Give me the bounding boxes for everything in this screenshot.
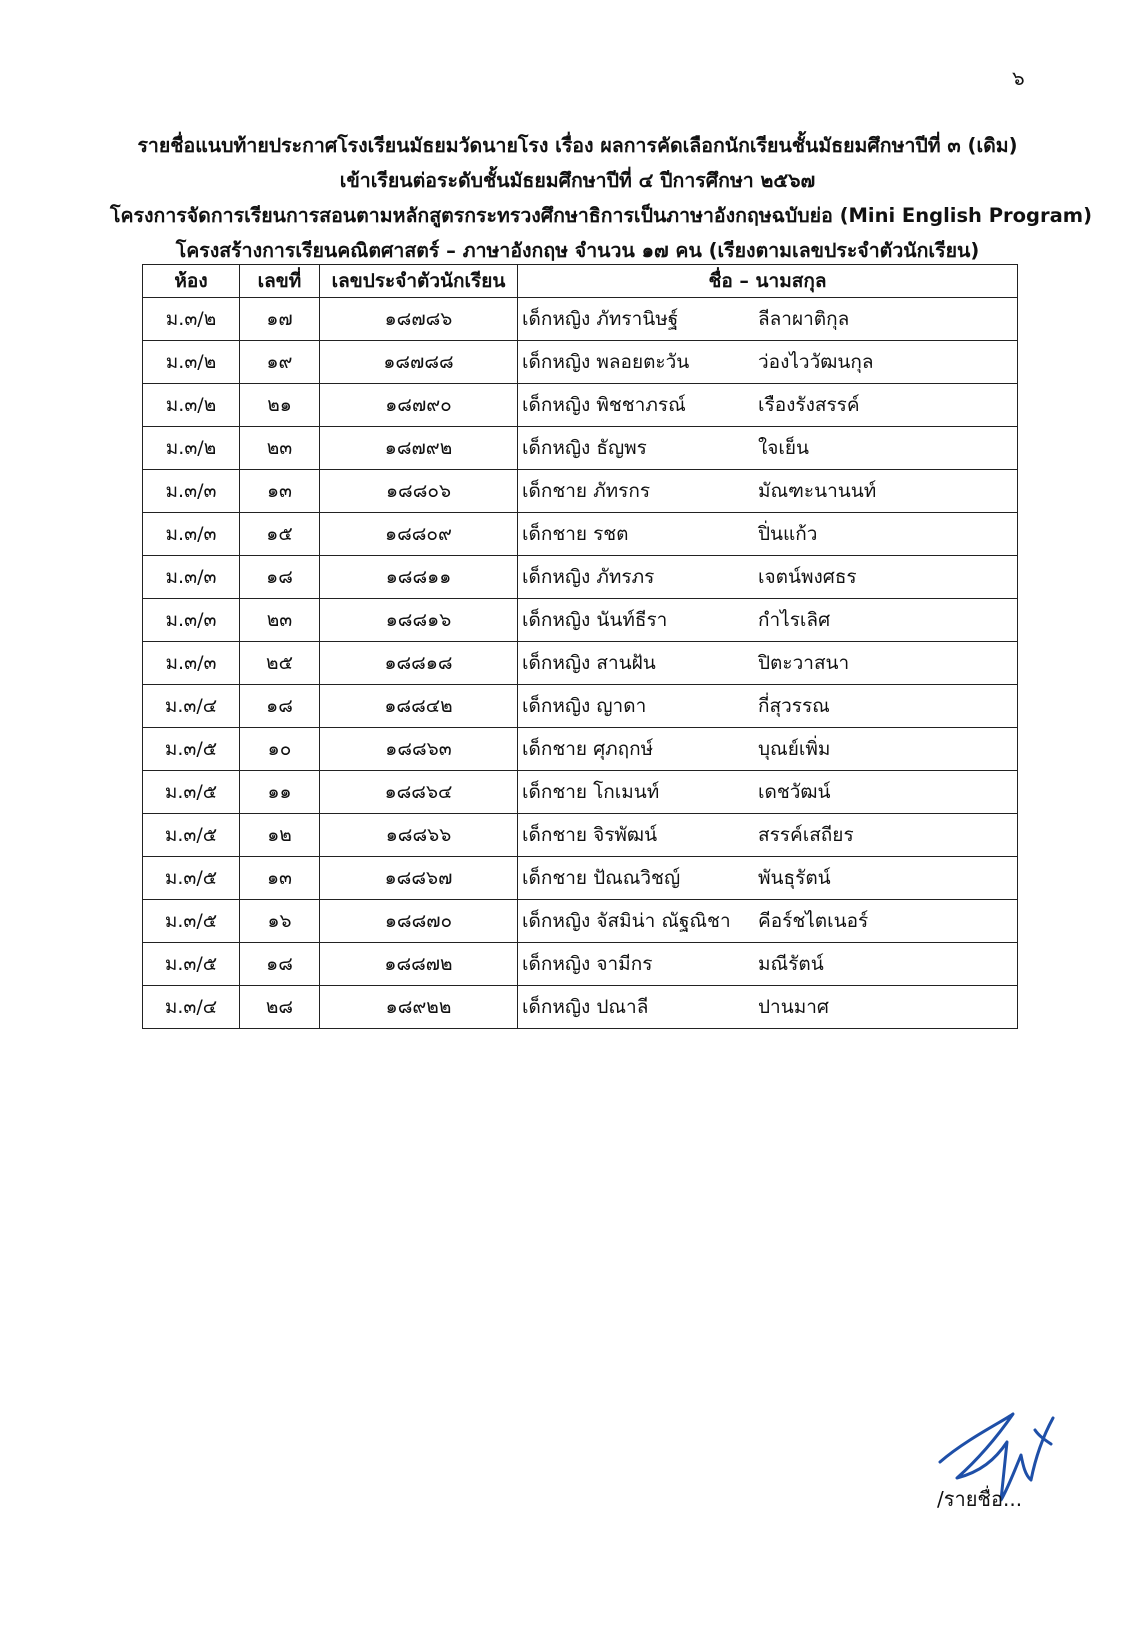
cell-room: ม.๓/๓ bbox=[143, 642, 240, 685]
cell-full-name bbox=[518, 857, 1018, 900]
cell-student-id: ๑๘๘๑๖ bbox=[320, 599, 518, 642]
cell-full-name bbox=[518, 556, 1018, 599]
cell-room: ม.๓/๓ bbox=[143, 599, 240, 642]
cell-student-id: ๑๘๘๖๔ bbox=[320, 771, 518, 814]
cell-number: ๑๘ bbox=[240, 556, 320, 599]
cell-student-id: ๑๘๘๐๖ bbox=[320, 470, 518, 513]
document-title bbox=[110, 128, 1092, 268]
table-row bbox=[143, 599, 1018, 642]
cell-student-id: ๑๘๗๘๖ bbox=[320, 298, 518, 341]
student-name: เด็กหญิง ปณาลี bbox=[522, 996, 649, 1018]
cell-room: ม.๓/๓ bbox=[143, 556, 240, 599]
student-surname: เจตน์พงศธร bbox=[758, 566, 857, 588]
cell-number: ๑๘ bbox=[240, 685, 320, 728]
student-name: เด็กชาย จิรพัฒน์ bbox=[522, 824, 658, 846]
cell-full-name bbox=[518, 900, 1018, 943]
cell-full-name bbox=[518, 814, 1018, 857]
student-surname: ปานมาศ bbox=[758, 996, 829, 1018]
table-row bbox=[143, 556, 1018, 599]
header-name: ชื่อ – นามสกุล bbox=[518, 265, 1018, 298]
student-surname: กำไรเลิศ bbox=[758, 609, 831, 631]
cell-room: ม.๓/๓ bbox=[143, 513, 240, 556]
cell-student-id: ๑๘๗๙๒ bbox=[320, 427, 518, 470]
student-surname: ปิ่นแก้ว bbox=[758, 523, 818, 545]
header-room: ห้อง bbox=[143, 265, 240, 298]
cell-student-id: ๑๘๘๖๖ bbox=[320, 814, 518, 857]
table-header-row bbox=[143, 265, 1018, 298]
cell-room: ม.๓/๔ bbox=[143, 685, 240, 728]
continued-note: /รายชื่อ... bbox=[937, 1487, 1023, 1511]
cell-full-name bbox=[518, 771, 1018, 814]
cell-room: ม.๓/๒ bbox=[143, 341, 240, 384]
table-body bbox=[143, 298, 1018, 1029]
table-row bbox=[143, 900, 1018, 943]
cell-student-id: ๑๘๘๗๐ bbox=[320, 900, 518, 943]
cell-full-name bbox=[518, 427, 1018, 470]
cell-student-id: ๑๘๘๑๑ bbox=[320, 556, 518, 599]
cell-room: ม.๓/๕ bbox=[143, 728, 240, 771]
table-row bbox=[143, 943, 1018, 986]
cell-number: ๑๖ bbox=[240, 900, 320, 943]
cell-number: ๑๐ bbox=[240, 728, 320, 771]
cell-number: ๑๓ bbox=[240, 470, 320, 513]
student-name: เด็กชาย ศุภฤกษ์ bbox=[522, 738, 654, 760]
cell-student-id: ๑๘๘๗๒ bbox=[320, 943, 518, 986]
table-row bbox=[143, 771, 1018, 814]
cell-full-name bbox=[518, 943, 1018, 986]
cell-number: ๑๑ bbox=[240, 771, 320, 814]
table-row bbox=[143, 814, 1018, 857]
cell-number: ๒๘ bbox=[240, 986, 320, 1029]
cell-room: ม.๓/๕ bbox=[143, 900, 240, 943]
table-row bbox=[143, 857, 1018, 900]
cell-number: ๑๒ bbox=[240, 814, 320, 857]
cell-full-name bbox=[518, 986, 1018, 1029]
student-surname: ว่องไววัฒนกุล bbox=[758, 351, 874, 373]
cell-student-id: ๑๘๙๒๒ bbox=[320, 986, 518, 1029]
student-surname: พันธุรัตน์ bbox=[758, 867, 831, 889]
cell-full-name bbox=[518, 470, 1018, 513]
table-row bbox=[143, 298, 1018, 341]
student-table bbox=[142, 264, 1018, 1029]
cell-student-id: ๑๘๗๙๐ bbox=[320, 384, 518, 427]
table-row bbox=[143, 513, 1018, 556]
table-row bbox=[143, 470, 1018, 513]
cell-student-id: ๑๘๘๖๓ bbox=[320, 728, 518, 771]
cell-room: ม.๓/๕ bbox=[143, 771, 240, 814]
cell-student-id: ๑๘๘๐๙ bbox=[320, 513, 518, 556]
cell-student-id: ๑๘๗๘๘ bbox=[320, 341, 518, 384]
cell-number: ๑๓ bbox=[240, 857, 320, 900]
cell-full-name bbox=[518, 341, 1018, 384]
student-surname: ลีลาผาติกุล bbox=[758, 308, 850, 330]
student-surname: เรืองรังสรรค์ bbox=[758, 394, 860, 416]
cell-full-name bbox=[518, 298, 1018, 341]
cell-student-id: ๑๘๘๔๒ bbox=[320, 685, 518, 728]
student-name: เด็กชาย รชต bbox=[522, 523, 629, 545]
cell-room: ม.๓/๔ bbox=[143, 986, 240, 1029]
table-row bbox=[143, 341, 1018, 384]
cell-number: ๑๙ bbox=[240, 341, 320, 384]
table-row bbox=[143, 728, 1018, 771]
header-number: เลขที่ bbox=[240, 265, 320, 298]
student-name: เด็กหญิง ภัทรภร bbox=[522, 566, 655, 588]
cell-number: ๑๘ bbox=[240, 943, 320, 986]
cell-room: ม.๓/๒ bbox=[143, 298, 240, 341]
title-line-1: รายชื่อแนบท้ายประกาศโรงเรียนมัธยมวัดนายโรง เรื่อง ผลการคัดเลือกนักเรียนชั้นมัธยมศึกษาปีที่ ๓ (เดิม) bbox=[137, 134, 1018, 157]
student-surname: คีอร์ชไตเนอร์ bbox=[758, 910, 869, 932]
title-line-2: เข้าเรียนต่อระดับชั้นมัธยมศึกษาปีที่ ๔ ปีการศึกษา ๒๕๖๗ bbox=[339, 169, 816, 192]
cell-room: ม.๓/๕ bbox=[143, 814, 240, 857]
cell-full-name bbox=[518, 513, 1018, 556]
student-name: เด็กหญิง จามีกร bbox=[522, 953, 653, 975]
cell-number: ๒๓ bbox=[240, 599, 320, 642]
student-surname: มณีรัตน์ bbox=[758, 953, 824, 975]
table-row bbox=[143, 986, 1018, 1029]
page-number: ๖ bbox=[1012, 66, 1025, 90]
student-surname: ใจเย็น bbox=[758, 437, 810, 459]
student-surname: บุณย์เพิ่ม bbox=[758, 738, 831, 760]
cell-full-name bbox=[518, 728, 1018, 771]
cell-full-name bbox=[518, 685, 1018, 728]
student-name: เด็กหญิง สานฝัน bbox=[522, 652, 656, 674]
student-name: เด็กหญิง ธัญพร bbox=[522, 437, 647, 459]
student-name: เด็กหญิง จัสมิน่า ณัฐณิชา bbox=[522, 910, 731, 932]
student-surname: มัณฑะนานนท์ bbox=[758, 480, 877, 502]
table-row bbox=[143, 427, 1018, 470]
student-name: เด็กชาย ปัณณวิชญ์ bbox=[522, 867, 681, 889]
student-surname: ปิตะวาสนา bbox=[758, 652, 850, 674]
cell-full-name bbox=[518, 599, 1018, 642]
student-surname: สรรค์เสถียร bbox=[758, 824, 854, 846]
student-name: เด็กหญิง พิชชาภรณ์ bbox=[522, 394, 686, 416]
cell-student-id: ๑๘๘๖๗ bbox=[320, 857, 518, 900]
cell-room: ม.๓/๒ bbox=[143, 427, 240, 470]
header-student-id: เลขประจำตัวนักเรียน bbox=[320, 265, 518, 298]
table-row bbox=[143, 384, 1018, 427]
cell-number: ๑๗ bbox=[240, 298, 320, 341]
title-line-4: โครงสร้างการเรียนคณิตศาสตร์ – ภาษาอังกฤษ จำนวน ๑๗ คน (เรียงตามเลขประจำตัวนักเรียน) bbox=[175, 239, 980, 262]
cell-full-name bbox=[518, 384, 1018, 427]
student-name: เด็กหญิง นันท์ธีรา bbox=[522, 609, 668, 631]
cell-number: ๑๕ bbox=[240, 513, 320, 556]
student-name: เด็กหญิง พลอยตะวัน bbox=[522, 351, 690, 373]
table-row bbox=[143, 642, 1018, 685]
cell-room: ม.๓/๕ bbox=[143, 857, 240, 900]
student-name: เด็กหญิง ภัทรานิษฐ์ bbox=[522, 308, 679, 330]
cell-full-name bbox=[518, 642, 1018, 685]
cell-number: ๒๑ bbox=[240, 384, 320, 427]
cell-number: ๒๓ bbox=[240, 427, 320, 470]
student-name: เด็กหญิง ญาดา bbox=[522, 695, 647, 717]
cell-student-id: ๑๘๘๑๘ bbox=[320, 642, 518, 685]
student-name: เด็กชาย ภัทรกร bbox=[522, 480, 651, 502]
table-row bbox=[143, 685, 1018, 728]
cell-number: ๒๕ bbox=[240, 642, 320, 685]
cell-room: ม.๓/๒ bbox=[143, 384, 240, 427]
cell-room: ม.๓/๓ bbox=[143, 470, 240, 513]
title-line-3: โครงการจัดการเรียนการสอนตามหลักสูตรกระทรวงศึกษาธิการเป็นภาษาอังกฤษฉบับย่อ (Mini English Program) bbox=[110, 204, 1092, 227]
student-surname: กี่สุวรรณ bbox=[758, 695, 830, 717]
student-name: เด็กชาย โกเมนท์ bbox=[522, 781, 660, 803]
cell-room: ม.๓/๕ bbox=[143, 943, 240, 986]
student-surname: เดชวัฒน์ bbox=[758, 781, 831, 803]
